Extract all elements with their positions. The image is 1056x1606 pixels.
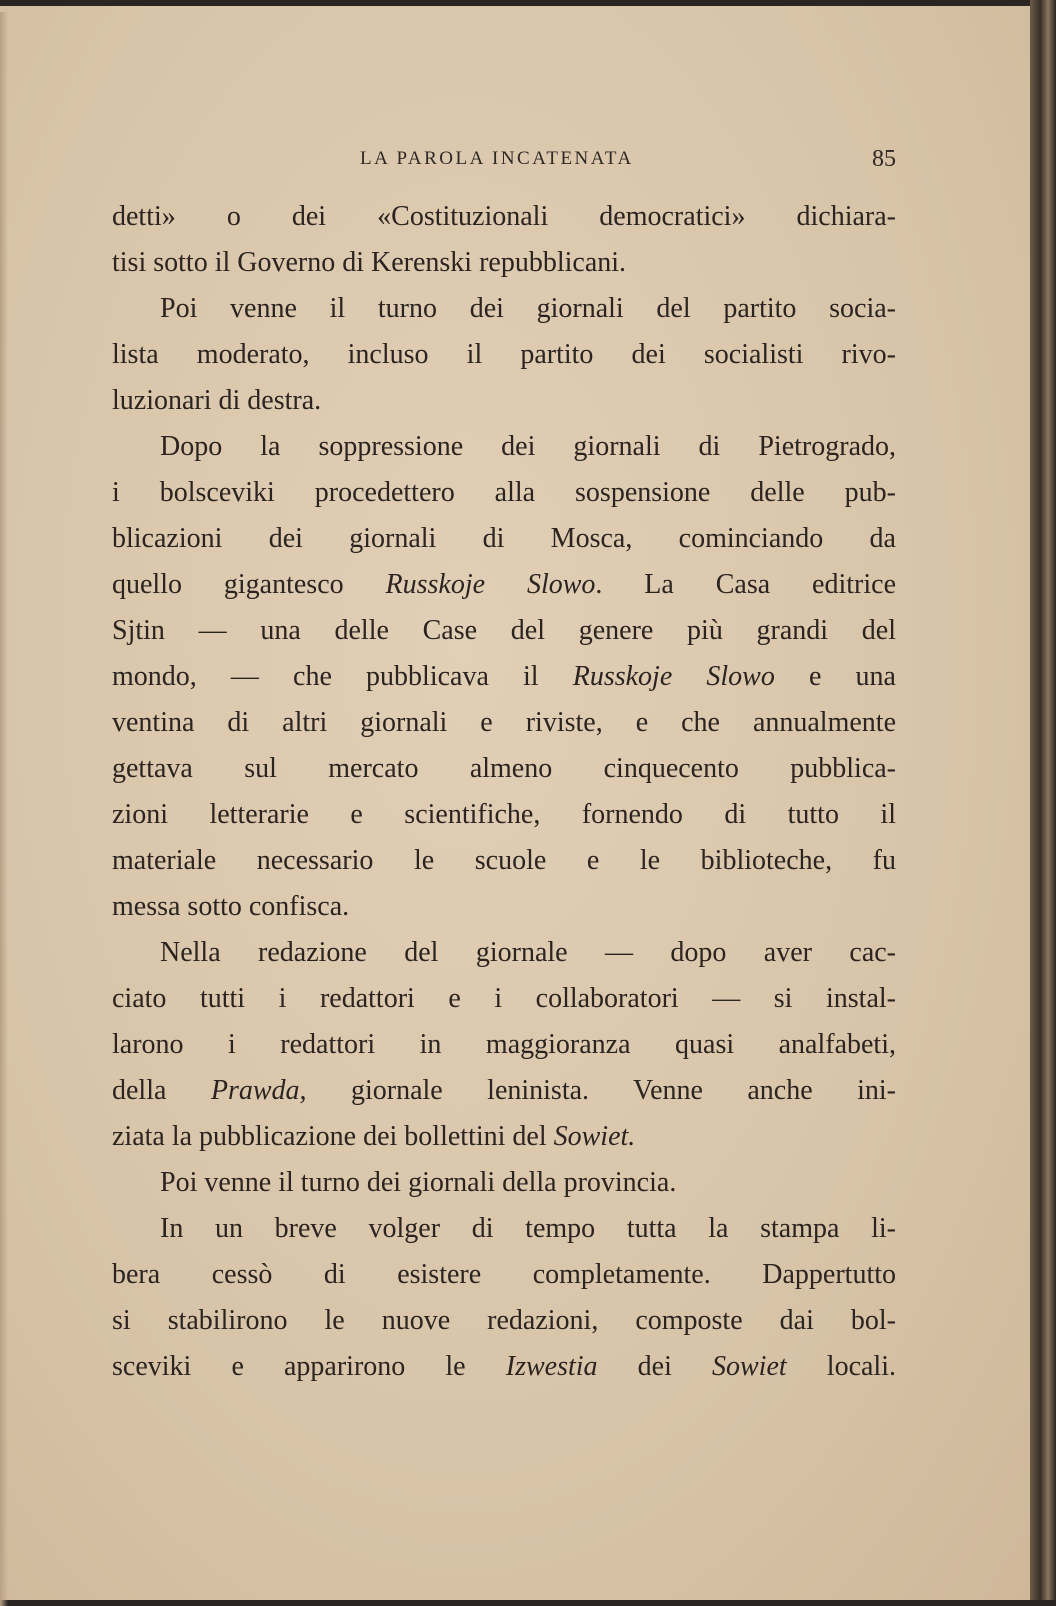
text-line: [112, 930, 896, 976]
text-line: [112, 1068, 896, 1114]
text-run: tisi sotto il Governo di Kerenski repubblicani.: [112, 247, 627, 278]
text-line: [112, 1160, 896, 1206]
text-line: [112, 838, 896, 884]
book-page: [0, 6, 1030, 1600]
text-run: larono i redattori in maggioranza quasi analfabeti,: [112, 1029, 896, 1060]
text-line: [112, 470, 896, 516]
text-line: [112, 562, 896, 608]
page-number: 85: [872, 146, 896, 172]
page-gutter-shadow: [0, 12, 8, 1606]
italic-title: Prawda,: [210, 1075, 307, 1106]
text-run: si stabilirono le nuove redazioni, composte dai bol-: [112, 1305, 896, 1336]
text-line: [112, 1114, 896, 1160]
text-line: [112, 654, 896, 700]
text-line: [112, 424, 896, 470]
italic-title: Sowiet.: [553, 1121, 636, 1152]
text-run: ventina di altri giornali e riviste, e che annualmente: [112, 707, 896, 738]
page-edge: [1030, 0, 1056, 1600]
italic-title: Russkoje Slowo: [572, 661, 775, 692]
text-run: In un breve volger di tempo tutta la stampa li-: [160, 1213, 896, 1244]
text-line: [112, 1298, 896, 1344]
text-run: luzionari di destra.: [112, 385, 322, 416]
body-text: [112, 194, 896, 1390]
text-run: ziata la pubblicazione dei bollettini del: [112, 1121, 554, 1152]
text-run: lista moderato, incluso il partito dei socialisti rivo-: [112, 339, 896, 370]
text-run: locali.: [786, 1351, 896, 1382]
text-line: [112, 194, 896, 240]
text-line: [112, 1252, 896, 1298]
text-run: mondo, — che pubblicava il: [112, 661, 573, 692]
italic-title: Sowiet: [712, 1351, 787, 1382]
text-run: Poi venne il turno dei giornali della provincia.: [160, 1167, 677, 1198]
text-line: [112, 1206, 896, 1252]
text-line: [112, 976, 896, 1022]
text-line: [112, 516, 896, 562]
text-run: Poi venne il turno dei giornali del partito socia-: [160, 293, 896, 324]
text-run: e una: [774, 661, 896, 692]
text-line: [112, 240, 896, 286]
text-line: [112, 286, 896, 332]
text-run: blicazioni dei giornali di Mosca, cominciando da: [112, 523, 896, 554]
page-header: [112, 146, 896, 182]
text-run: detti» o dei «Costituzionali democratici» dichiara-: [112, 201, 896, 232]
text-line: [112, 1344, 896, 1390]
text-line: [112, 608, 896, 654]
italic-title: Izwestia: [505, 1351, 598, 1382]
text-line: [112, 884, 896, 930]
text-run: ciato tutti i redattori e i collaboratori — si instal-: [112, 983, 896, 1014]
text-run: Sjtin — una delle Case del genere più grandi del: [112, 615, 896, 646]
text-line: [112, 746, 896, 792]
text-line: [112, 792, 896, 838]
italic-title: Russkoje Slowo: [385, 569, 596, 600]
text-run: i bolsceviki procedettero alla sospensione delle pub-: [112, 477, 896, 508]
text-run: zioni letterarie e scientifiche, fornendo di tutto il: [112, 799, 896, 830]
text-run: . La Casa editrice: [595, 569, 896, 600]
text-run: Dopo la soppressione dei giornali di Pietrogrado,: [160, 431, 896, 462]
text-run: bera cessò di esistere completamente. Dappertutto: [112, 1259, 896, 1290]
text-line: [112, 700, 896, 746]
text-run: materiale necessario le scuole e le biblioteche, fu: [112, 845, 896, 876]
text-run: Nella redazione del giornale — dopo aver cac-: [160, 937, 896, 968]
text-run: quello gigantesco: [112, 569, 386, 600]
text-line: [112, 378, 896, 424]
text-run: giornale leninista. Venne anche ini-: [306, 1075, 896, 1106]
text-line: [112, 332, 896, 378]
text-run: gettava sul mercato almeno cinquecento pubblica-: [112, 753, 896, 784]
text-run: sceviki e apparirono le: [112, 1351, 506, 1382]
text-line: [112, 1022, 896, 1068]
text-run: dei: [597, 1351, 712, 1382]
text-run: della: [112, 1075, 211, 1106]
running-title: LA PAROLA INCATENATA: [360, 148, 634, 169]
text-run: messa sotto confisca.: [112, 891, 350, 922]
